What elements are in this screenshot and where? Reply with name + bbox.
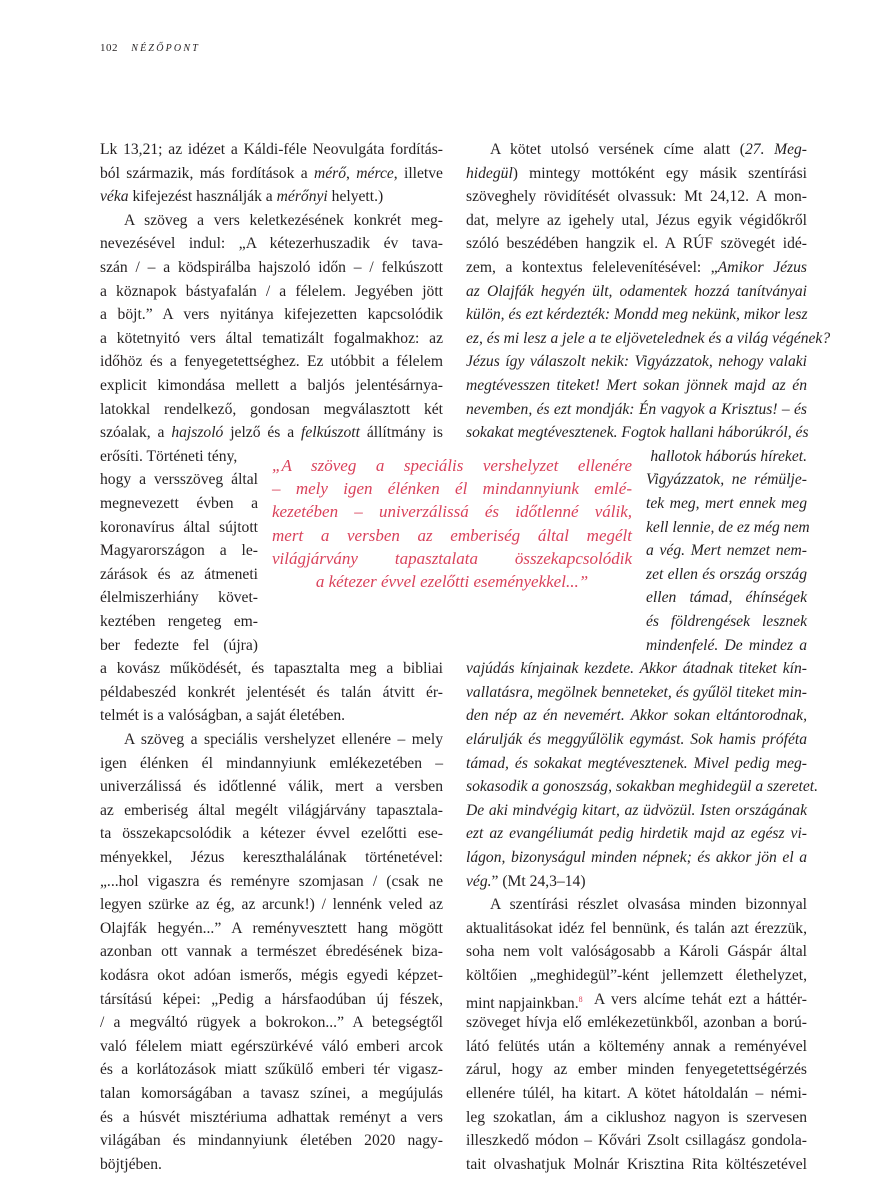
text-line: példabeszéd konkrét jelentését és talán átvitt ér- bbox=[100, 683, 443, 701]
text-line: mint napjainkban.$^8$ bbox=[466, 994, 583, 1012]
text-line: sokakat megtévesztenek. Fogtok hallani háborúkról, és bbox=[466, 424, 809, 442]
text-line: univerzálissá és időtlenné válik, mert a versben bbox=[100, 778, 443, 796]
text-line: a vég. Mert nemzet nem- bbox=[646, 542, 807, 560]
text-line: szöveget hívja elő emlékezetünkből, azonban a ború- bbox=[466, 1014, 807, 1032]
text-line: ményekkel, Jézus kereszthalálának történetével: bbox=[100, 849, 443, 866]
text-line: vajúdás kínjainak kezdete. Akkor átadnak titeket kín- bbox=[466, 660, 807, 678]
text-line: elárulják és meggyűlölik egymást. Sok hamis próféta bbox=[466, 731, 807, 748]
section-title: NÉZŐPONT bbox=[131, 43, 200, 54]
text-line: az Olajfák hegyén ült, odamentek hozzá tanítványai bbox=[466, 282, 807, 300]
pull-quote-line: világjárvány tapasztalata összekapcsolódik bbox=[272, 548, 632, 568]
text-line: ellenére túlél, ha kitart. A kötet hátoldalán – némi- bbox=[466, 1085, 807, 1102]
text-line: a kovász működését, és tapasztalta meg a bibliai bbox=[100, 660, 443, 678]
text-line: telmét is a valóságban, a saját életében. bbox=[100, 707, 346, 725]
text-line: szóló beszédében hangzik el. A RÚF szövegét idé- bbox=[466, 235, 807, 253]
text-line: leg szokatlan, ám a ciklushoz nagyon is szervesen bbox=[466, 1108, 807, 1126]
text-line: „...hol vigaszra és reményre szomjasan / (csak ne bbox=[100, 872, 443, 890]
text-line: talan komorságában a tavasz színei, a megújulás bbox=[100, 1085, 443, 1102]
pull-quote-line: kezetében – univerzálissá és időtlenné válik, bbox=[272, 502, 632, 522]
text-line: ez, és mi lesz a jele a te eljövetelednek és a világ végének? bbox=[466, 329, 831, 347]
text-line: dat, melyre az igehely utal, Jézus egyik végidőkről bbox=[466, 211, 807, 229]
text-line: Jézus így válaszolt nekik: Vigyázzatok, nehogy valaki bbox=[466, 353, 807, 371]
text-line: megnevezett évben a bbox=[100, 495, 258, 512]
text-line: koronavírus által sújtott bbox=[100, 518, 258, 536]
text-line: ellen támad, éhínségek bbox=[646, 589, 807, 607]
text-line: nevemben, és ezt mondják: Én vagyok a Krisztus! – és bbox=[466, 400, 807, 418]
text-line: A vers alcíme tehát ezt a háttér- bbox=[594, 990, 807, 1008]
footnote-marker[interactable]: 8 bbox=[578, 994, 583, 1004]
pull-quote-line: mert a versben az emberiség által megélt bbox=[272, 525, 632, 545]
text-line: ból származik, más fordítások a mérő, mérce, illetve bbox=[100, 164, 443, 182]
text-line: ezt az evangéliumát pedig hirdetik majd az egész vi- bbox=[466, 825, 807, 843]
text-line: való félelem miatt egérszürkévé váló emberi arcok bbox=[100, 1037, 443, 1055]
text-line: a böjt.” A vers nyitánya kifejezetten kapcsolódik bbox=[100, 306, 443, 324]
text-line: társítású képei: „Pedig a hársfaodúban új fészek, bbox=[100, 990, 443, 1008]
text-line: ta összekapcsolódik a kétezer évvel ezelőtti ese- bbox=[100, 825, 443, 843]
text-line: és földrengések lesznek bbox=[646, 613, 807, 630]
text-line: élelmiszerhiány követ- bbox=[100, 589, 258, 607]
text-line: azonban ott vannak a természet ébredésének biza- bbox=[100, 943, 443, 961]
text-line: latokkal rendelkező, gondosan megválasztott két bbox=[100, 400, 443, 418]
text-line: véka kifejezést használják a mérőnyi helyett.) bbox=[100, 188, 384, 206]
text-line: szán / – a ködspirálba hajszoló időn – / felkúszott bbox=[100, 259, 443, 276]
text-line: világában és mindannyiunk életében 2020 nagy- bbox=[100, 1132, 443, 1150]
text-line: a kötetnyitó vers által tematizált fogalmakhoz: az bbox=[100, 329, 443, 347]
text-line: zárások és az átmeneti bbox=[100, 565, 258, 583]
text-line: tait olvashatjuk Molnár Krisztina Rita költészetével bbox=[466, 1155, 807, 1173]
pull-quote-line: a kétezer évvel ezelőtti eseményekkel...” bbox=[315, 572, 589, 591]
text-line: explicit kimondása mellett a baljós jelentésárnya- bbox=[100, 377, 443, 394]
text-line: A szentírási részlet olvasása minden bizonnyal bbox=[490, 896, 807, 914]
text-line: A szöveg a vers keletkezésének konkrét meg- bbox=[124, 211, 443, 229]
text-line: Vigyázzatok, ne rémülje- bbox=[646, 471, 807, 489]
text-line: zet ellen és ország ország bbox=[646, 565, 807, 583]
text-line: vég.” (Mt 24,3–14) bbox=[466, 872, 586, 890]
text-line: tek meg, mert ennek meg bbox=[646, 495, 807, 512]
text-line: zem, a kontextus felelevenítésével: „Amikor Jézus bbox=[466, 259, 807, 276]
text-line: külön, és ezt kérdezték: Mondd meg nekünk, mikor lesz bbox=[466, 306, 808, 324]
text-line: Magyarországon a le- bbox=[100, 542, 258, 560]
text-line: költőien „meghidegül”-ként jellemzett élethelyzet, bbox=[466, 967, 807, 984]
text-line: az emberiség által megélt világjárvány tapasztala- bbox=[100, 801, 443, 819]
text-line: vallatásra, megölnek benneteket, és gyűlöl titeket min- bbox=[466, 683, 807, 701]
text-line: mindenfelé. De mindez a bbox=[646, 636, 807, 654]
text-line: Olajfák hegyén...” A reményvesztett hang mögött bbox=[100, 919, 443, 937]
text-line: szöveghely rövidítését olvassuk: Mt 24,12. A mon- bbox=[466, 188, 807, 206]
text-line: legyen szürke az ég, az arcunk!) / lennénk veled az bbox=[100, 896, 443, 914]
text-line: és a korlátozások miatt szűkülő emberi tér vigasz- bbox=[100, 1061, 443, 1079]
text-line: hallotok háborús híreket. bbox=[650, 447, 807, 465]
text-line: zárul, hogy az ember minden fenyegetettségérzés bbox=[466, 1061, 807, 1079]
text-line: hidegül) mintegy mottóként egy másik szentírási bbox=[466, 164, 807, 182]
text-line: aktualitásokat idéz fel bennünk, és talán azt érezzük, bbox=[466, 919, 807, 937]
text-line: kell lennie, de ez még nem bbox=[646, 518, 810, 536]
text-line: és a húsvét misztériuma adhattak reményt a vers bbox=[100, 1108, 443, 1126]
text-line: látó felütés után a költemény annak a reményével bbox=[466, 1037, 807, 1055]
text-line: igen élénken él mindannyiunk emlékezetében – bbox=[100, 754, 443, 772]
text-line: soha nem volt valóságosabb a Károli Gáspár által bbox=[466, 943, 807, 961]
text-line: támad, és sokakat megtévesztenek. Mivel pedig meg- bbox=[466, 754, 807, 772]
text-line: keztében rengeteg em- bbox=[100, 613, 258, 630]
text-line: ber fedezte fel (újra) bbox=[100, 636, 258, 654]
pull-quote-line: „A szöveg a speciális vershelyzet ellenére bbox=[272, 456, 632, 475]
text-line: szóalak, a hajszoló jelző és a felkúszott állítmány is bbox=[100, 424, 443, 442]
text-line: De aki mindvégig kitart, az üdvözül. Isten országának bbox=[466, 801, 807, 819]
text-line: A kötet utolsó versének címe alatt (27. Meg- bbox=[490, 141, 807, 158]
text-line: erősíti. Történeti tény, bbox=[100, 447, 238, 465]
text-line: böjtjében. bbox=[100, 1155, 162, 1173]
pull-quote-line: – mely igen élénken él mindannyiunk emlé- bbox=[272, 479, 632, 499]
text-line: sokasodik a gonoszság, sokakban meghidegül a szeretet. bbox=[466, 778, 818, 796]
text-line: lágon, bizonyságul minden népnek; és akkor jön el a bbox=[466, 849, 807, 866]
text-line: időhöz és a fenyegetettséghez. Ez utóbbit a félelem bbox=[100, 353, 443, 371]
text-line: den nép az én nevemért. Akkor sokan eltántorodnak, bbox=[466, 707, 807, 725]
text-line: A szöveg a speciális vershelyzet ellenére – mely bbox=[124, 731, 443, 748]
text-line: hogy a versszöveg által bbox=[100, 471, 258, 489]
running-header bbox=[100, 42, 200, 54]
text-line: a köznapok bástyafalán / a félelem. Jegyében jött bbox=[100, 282, 443, 300]
text-line: illeszkedő módon – Kővári Zsolt csillagász gondola- bbox=[466, 1132, 807, 1150]
text-line: kodásra okot adóan ismerős, mégis egyedi képzet- bbox=[100, 967, 443, 984]
page-number: 102 bbox=[100, 42, 118, 54]
text-line: Lk 13,21; az idézet a Káldi-féle Neovulgáta fordítás- bbox=[100, 141, 443, 158]
text-line: nevezésével indul: „A kétezerhuszadik év tava- bbox=[100, 235, 443, 253]
text-line: / a megváltó rügyek a bokrokon...” A betegségtől bbox=[100, 1014, 443, 1032]
text-line: megtévesszen titeket! Mert sokan jönnek majd az én bbox=[466, 377, 807, 394]
